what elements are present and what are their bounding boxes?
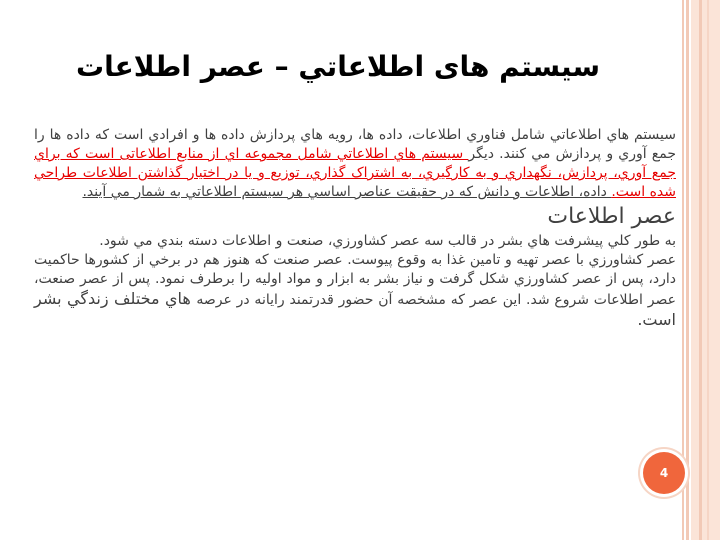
decor-stripe: [682, 0, 684, 540]
paragraph-definition: [34, 126, 676, 202]
slide-title: سيستم های اطلاعاتي – عصر اطلاعات: [75, 50, 600, 83]
paragraph-intro-text: سيستم هاي اطلاعاتي شامل فناوري اطلاعات، داده ها، رويه هاي پردازش داده ها و افرادي است كه داده ها را جمع آوري و پردازش مي كنند. ديگر: [34, 127, 677, 162]
section-heading: عصر اطلاعات: [547, 204, 676, 229]
paragraph-eras-text: عصر كشاورزي با عصر تهيه و تامين غذا به وقوع پيوست. عصر صنعت كه هنوز هم در برخي از كشورها حاكميت دارد، پس از عصر كشاورزي شكل گرفت و نياز بشر به ابزار و مواد اوليه را برطرف نمود. پس از عصر صنعت، عصر اطلاعات شروع شد. اين عصر كه مشخصه آن حضور قدرتمند رايانه در عرصه: [34, 252, 676, 308]
paragraph-eras-detail: [34, 251, 676, 331]
underlined-text: داده، اطلاعات و دانش كه در حقيقت عناصر اساسي هر سيستم اطلاعاتي به شمار مي آيند.: [82, 184, 612, 200]
slide-body: [34, 126, 676, 331]
decor-stripe: [707, 0, 709, 540]
decor-stripe: [686, 0, 689, 540]
decor-stripe: [691, 0, 720, 540]
page-number-badge: 4: [643, 452, 685, 494]
decor-stripe: [699, 0, 702, 540]
red-underlined-text: سيستم هاي اطلاعاتي شامل مجموعه اي از منابع اطلاعاتی است كه براي جمع آوري، پردازش، نگهداري و به كارگيري، به اشتراک گذاري، توزيع و يا در اختيار گذاشتن اطلاعات طراحي شده است.: [34, 146, 676, 200]
paragraph-eras-ending: هاي مختلف زندگي بشر است.: [34, 289, 676, 329]
paragraph-eras-intro: به طور كلي پيشرفت هاي بشر در قالب سه عصر كشاورزي، صنعت و اطلاعات دسته بندي مي شود.: [99, 233, 676, 249]
